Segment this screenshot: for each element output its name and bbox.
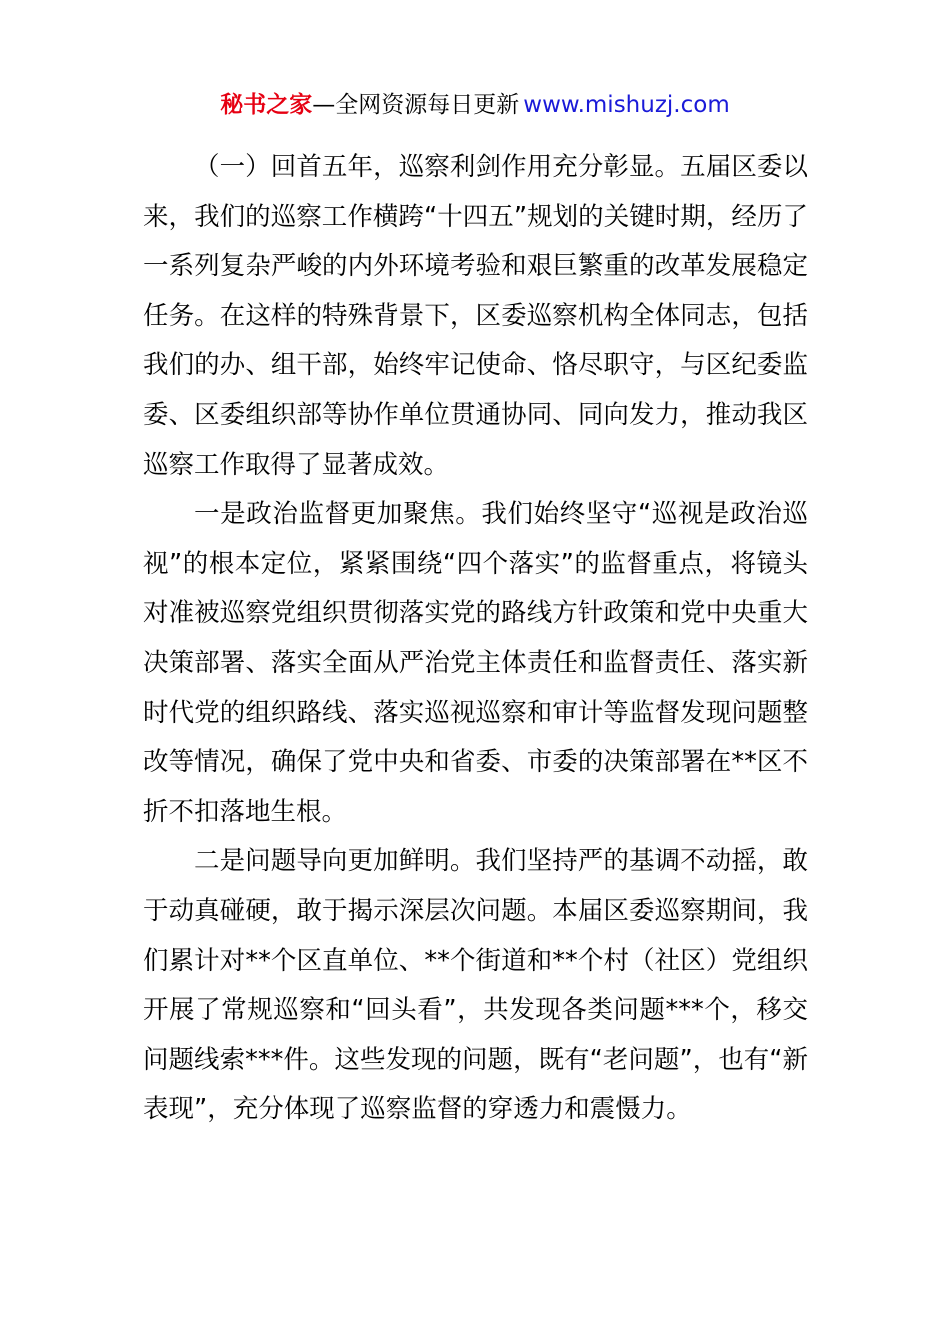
paragraph-1: （一）回首五年，巡察利剑作用充分彰显。五届区委以来，我们的巡察工作横跨“十四五”规划的关键时期，经历了一系列复杂严峻的内外环境考验和艰巨繁重的改革发展稳定任务。在这样的特殊背景下，区委巡察机构全体同志，包括我们的办、组干部，始终牢记使命、恪尽职守，与区纪委监委、区委组织部等协作单位贯通协同、同向发力，推动我区巡察工作取得了显著成效。: [143, 152, 808, 480]
paragraph-2: 一是政治监督更加聚焦。我们始终坚守“巡视是政治巡视”的根本定位，紧紧围绕“四个落实”的监督重点，将镜头对准被巡察党组织贯彻落实党的路线方针政策和党中央重大决策部署、落实全面从严治党主体责任和监督责任、落实新时代党的组织路线、落实巡视巡察和审计等监督发现问题整改等情况，确保了党中央和省委、市委的决策部署在**区不折不扣落地生根。: [143, 499, 808, 827]
page-header: [0, 88, 950, 122]
header-brand: 秘书之家: [220, 92, 313, 118]
paragraph-3: 二是问题导向更加鲜明。我们坚持严的基调不动摇，敢于动真碰硬，敢于揭示深层次问题。本届区委巡察期间，我们累计对**个区直单位、**个街道和**个村（社区）党组织开展了常规巡察和“回头看”，共发现各类问题***个，移交问题线索***件。这些发现的问题，既有“老问题”，也有“新表现”，充分体现了巡察监督的穿透力和震慑力。: [143, 846, 808, 1125]
header-url-link[interactable]: www.mishuzj.com: [523, 92, 730, 118]
document-body: [143, 143, 808, 1135]
header-dash: —: [312, 92, 336, 118]
header-slogan: 全网资源每日更新: [335, 92, 520, 118]
